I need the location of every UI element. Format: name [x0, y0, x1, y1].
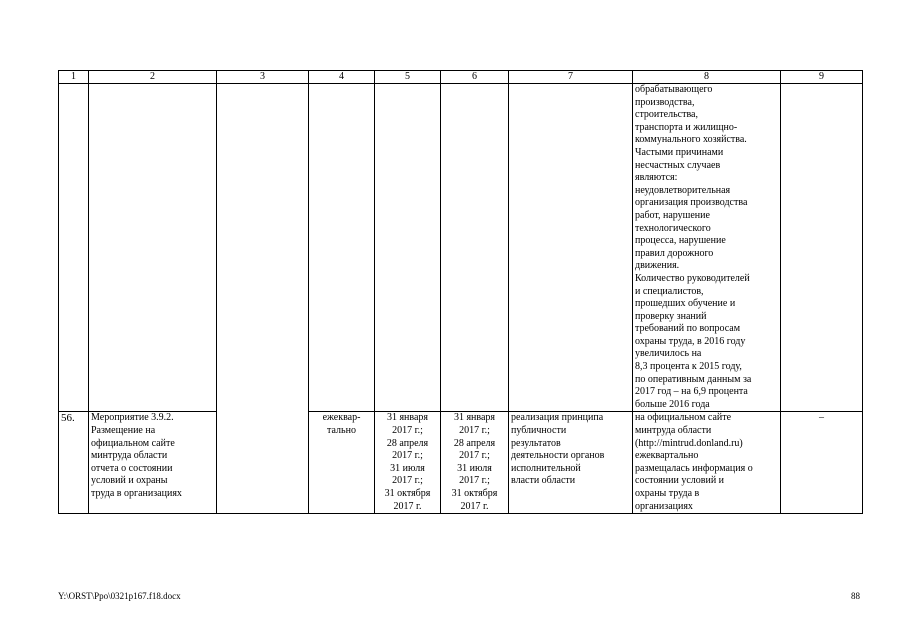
text-line: Размещение на: [91, 425, 156, 437]
text-line: технологического: [635, 222, 711, 234]
text-line: 31 января: [453, 412, 496, 424]
text-line: 2017 год – на 6,9 процента: [635, 386, 748, 398]
text-line: производства,: [635, 96, 695, 108]
text-line: реализация принципа: [511, 412, 604, 424]
text-line: проверку знаний: [635, 310, 707, 322]
text-line: 8,3 процента к 2015 году,: [635, 361, 742, 373]
planned-dates: [375, 412, 441, 514]
text-line: 31 октября: [451, 488, 498, 499]
text-line: транспорта и жилищно-: [635, 121, 738, 133]
header-row: [59, 71, 863, 84]
actual-dates: [441, 412, 509, 514]
text-line: неудовлетворительная: [635, 184, 731, 196]
text-line: власти области: [511, 475, 576, 487]
text-line: процесса, нарушение: [635, 235, 726, 247]
text-line: 28 апреля: [453, 437, 496, 449]
text-line: труда в организациях: [91, 488, 182, 499]
text-line: являются:: [635, 172, 678, 184]
cont-cell-4: [309, 84, 375, 412]
text-line: строительства,: [635, 109, 698, 121]
text-line: 2017 г.: [393, 500, 422, 512]
text-line: отчета о состоянии: [91, 462, 173, 474]
header-cell-2: 2: [89, 71, 217, 84]
text-line: исполнительной: [511, 462, 581, 474]
text-line: условий и охраны: [91, 475, 168, 487]
cont-cell-9: [781, 84, 863, 412]
text-line: организация производства: [635, 197, 748, 209]
text-line: 2017 г.: [460, 500, 489, 512]
text-line: публичности: [511, 425, 567, 437]
text-line: Частыми причинами: [635, 146, 724, 158]
text-line: официальном сайте: [91, 437, 175, 449]
cont-cell-8-text: [633, 84, 781, 412]
cont-cell-2: [89, 84, 217, 412]
text-line: Мероприятие 3.9.2.: [91, 412, 174, 424]
text-line: прошедших обучение и: [635, 298, 736, 310]
text-line: несчастных случаев: [635, 159, 721, 171]
text-line: 31 января: [386, 412, 429, 424]
text-line: 2017 г.;: [392, 475, 423, 487]
expected-result: [509, 412, 633, 514]
text-line: 31 октября: [384, 488, 431, 499]
periodicity: [309, 412, 375, 514]
header-cell-9: 9: [781, 71, 863, 84]
cont-cell-1: [59, 84, 89, 412]
text-line: 2017 г.;: [459, 475, 490, 487]
cont-cell-6: [441, 84, 509, 412]
cont-cell-3: [217, 84, 309, 514]
text-line: организациях: [635, 500, 693, 512]
row-number: 56.: [59, 412, 89, 514]
header-cell-6: 6: [441, 71, 509, 84]
text-line: 28 апреля: [386, 437, 429, 449]
text-line: ежеквартально: [635, 450, 699, 462]
text-line: 2017 г.;: [392, 450, 423, 462]
text-line: работ, нарушение: [635, 209, 710, 221]
text-line: состоянии условий и: [635, 475, 725, 487]
notes: –: [781, 412, 863, 514]
footer-file-path: Y:\ORST\Ppo\0321p167.f18.docx: [58, 591, 181, 601]
cont-cell-5: [375, 84, 441, 412]
text-line: 31 июля: [390, 462, 425, 474]
text-line: тально: [327, 425, 356, 437]
data-table: [58, 70, 863, 514]
text-line: обрабатывающего: [635, 84, 713, 95]
text-line: требований по вопросам: [635, 323, 741, 335]
text-line: увеличилось на: [635, 348, 702, 360]
text-line: правил дорожного: [635, 247, 714, 259]
continuation-row: [59, 84, 863, 412]
text-line: охраны труда в: [635, 488, 700, 499]
text-line: коммунального хозяйства.: [635, 134, 747, 146]
text-line: результатов: [511, 437, 561, 449]
text-line: и специалистов,: [635, 285, 704, 297]
text-line: 31 июля: [457, 462, 492, 474]
text-line: минтруда области: [91, 450, 168, 462]
measure-name: [89, 412, 217, 514]
header-cell-3: 3: [217, 71, 309, 84]
header-cell-5: 5: [375, 71, 441, 84]
text-line: минтруда области: [635, 425, 712, 437]
text-line: ежеквар-: [322, 412, 361, 424]
text-line: охраны труда, в 2016 году: [635, 335, 746, 347]
header-cell-8: 8: [633, 71, 781, 84]
text-line: 2017 г.;: [459, 450, 490, 462]
actual-result: [633, 412, 781, 514]
header-cell-1: 1: [59, 71, 89, 84]
text-line: на официальном сайте: [635, 412, 732, 424]
text-line: Количество руководителей: [635, 272, 750, 284]
text-line: по оперативным данным за: [635, 373, 752, 385]
header-cell-4: 4: [309, 71, 375, 84]
cont-cell-7: [509, 84, 633, 412]
text-line: движения.: [635, 260, 680, 272]
text-line: (http://mintrud.donland.ru): [635, 437, 743, 449]
header-cell-7: 7: [509, 71, 633, 84]
text-line: 2017 г.;: [459, 425, 490, 437]
row-56: [59, 412, 863, 514]
footer-page-number: 88: [851, 591, 860, 601]
text-line: размещалась информация о: [635, 462, 753, 474]
text-line: деятельности органов: [511, 450, 605, 462]
text-line: 2017 г.;: [392, 425, 423, 437]
text-line: больше 2016 года: [635, 398, 710, 410]
